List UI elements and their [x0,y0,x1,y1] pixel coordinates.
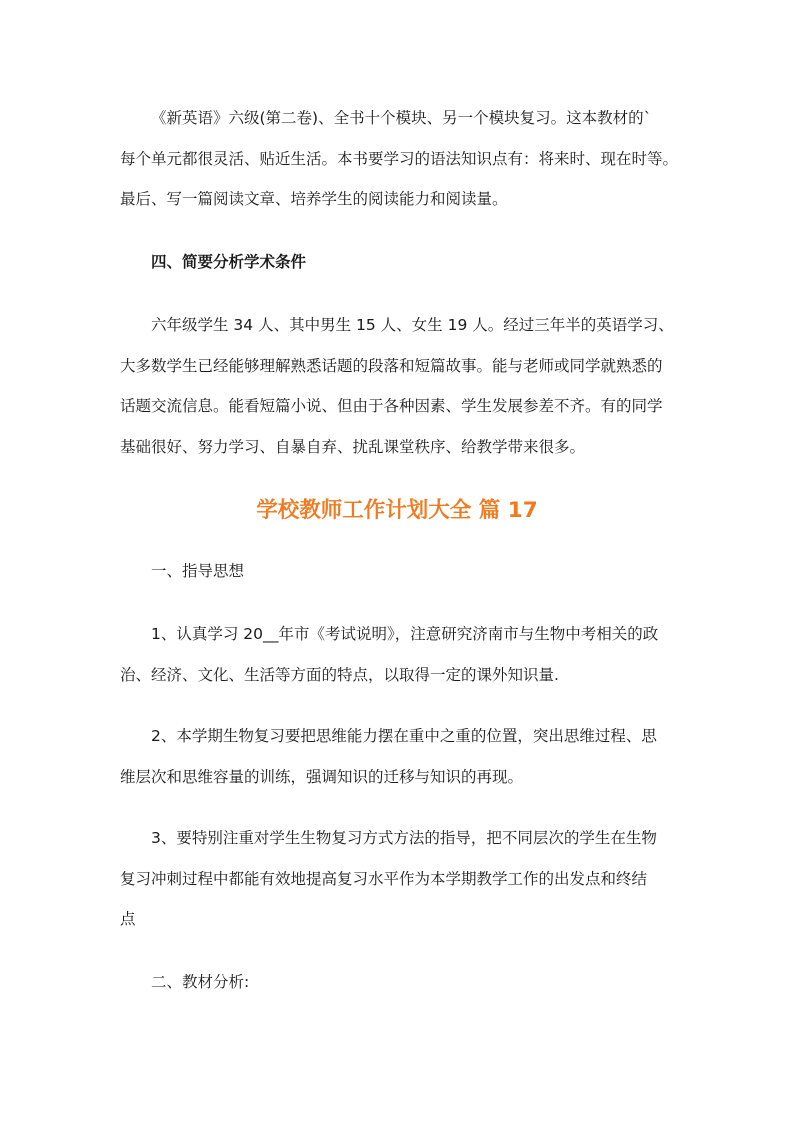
section4-heading-block [120,242,680,283]
article-title: 学校教师工作计划大全 篇 17 [256,498,538,523]
item-1-paragraph [120,614,680,695]
intro-line-3: 最后、写一篇阅读文章、培养学生的阅读能力和阅读量。 [120,190,508,208]
guiding-heading-block [120,551,680,592]
item-3-line-3: 点 [120,910,136,928]
students-line-3: 话题交流信息。能看短篇小说、但由于各种因素、学生发展参差不齐。有的同学 [120,397,663,415]
item-2-line-2: 维层次和思维容量的训练，强调知识的迁移与知识的再现。 [120,767,524,786]
intro-line-1: 《新英语》六级(第二卷)、全书十个模块、另一个模块复习。这本教材的` [151,109,652,127]
intro-line-2: 每个单元都很灵活、贴近生活。本书要学习的语法知识点有：将来时、现在时等。 [120,149,679,168]
materials-heading-block [120,962,680,1003]
students-line-2: 大多数学生已经能够理解熟悉话题的段落和短篇故事。能与老师或同学就熟悉的 [120,356,663,375]
item-3-paragraph [120,818,680,940]
materials-heading: 二、教材分析: [151,973,250,991]
section4-heading: 四、简要分析学术条件 [151,253,307,271]
item-2-paragraph [120,716,680,797]
item-3-line-2: 复习冲刺过程中都能有效地提高复习水平作为本学期教学工作的出发点和终结 [120,869,648,888]
students-line-4: 基础很好、努力学习、自暴自弃、扰乱课堂秩序、给教学带来很多。 [120,437,586,456]
item-2-line-1: 2、本学期生物复习要把思维能力摆在重中之重的位置，突出思维过程、思 [151,727,657,745]
item-3-line-1: 3、要特别注重对学生生物复习方式方法的指导，把不同层次的学生在生物 [151,829,657,847]
item-1-line-1: 1、认真学习 20__年市《考试说明》，注意研究济南市与生物中考相关的政 [151,625,659,643]
students-paragraph [120,305,680,467]
guiding-heading: 一、指导思想 [151,562,245,580]
item-1-line-2: 治、经济、文化、生活等方面的特点，以取得一定的课外知识量. [120,665,559,684]
students-line-1: 六年级学生 34 人、其中男生 15 人、女生 19 人。经过三年半的英语学习、 [151,316,674,334]
intro-paragraph [120,98,680,220]
